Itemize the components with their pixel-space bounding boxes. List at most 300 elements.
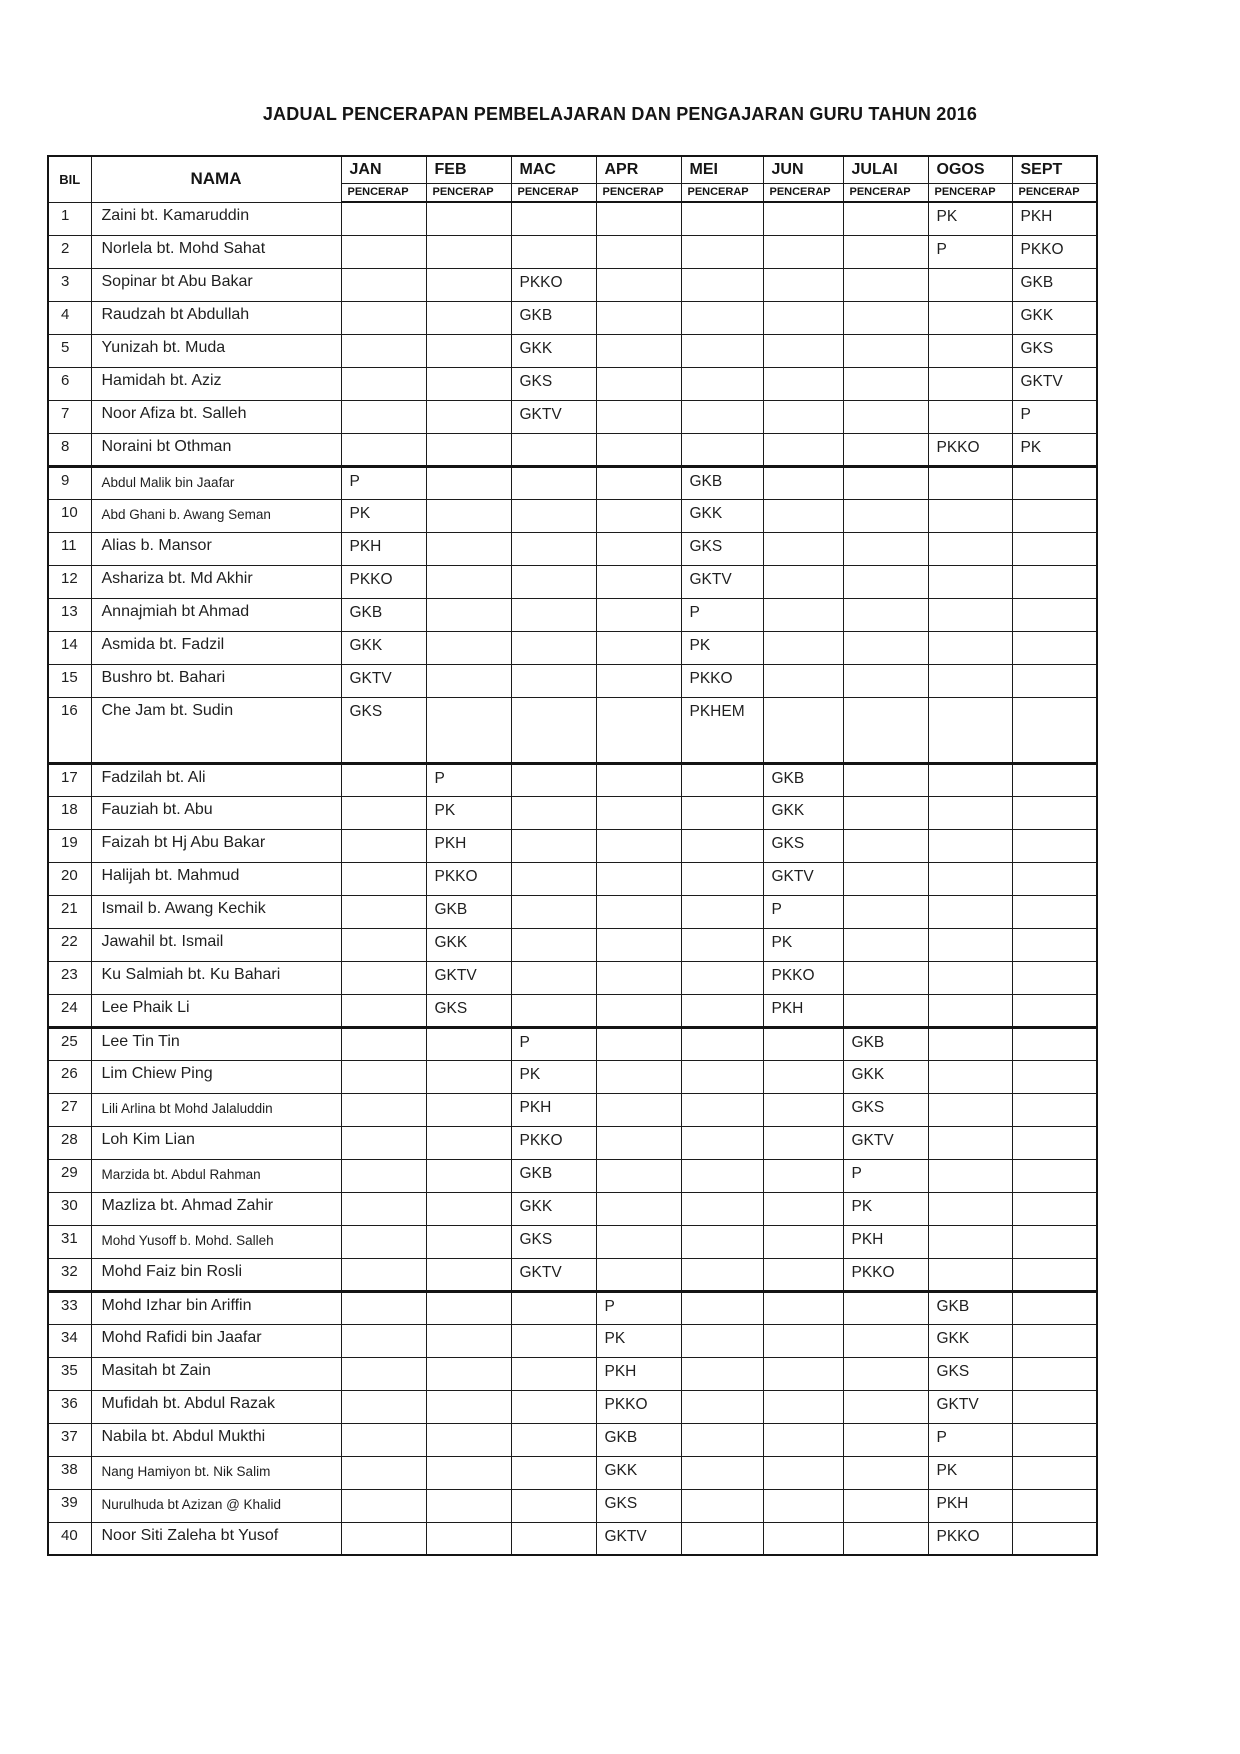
observer-code-cell-feb [426,565,511,598]
teacher-name: Mohd Rafidi bin Jaafar [91,1324,341,1357]
observer-code-cell-ogos [928,1126,1012,1159]
table-row [48,1159,1097,1192]
observer-code-cell-ogos [928,301,1012,334]
observer-code-cell-jan: P [341,466,426,499]
observer-code-cell-jan [341,268,426,301]
column-header-jun: JUN [763,156,843,183]
observer-code-cell-jan [341,1159,426,1192]
observer-code-cell-jun [763,1027,843,1060]
row-number: 4 [48,301,91,334]
observer-code-cell-mei [681,763,763,796]
schedule-table-body [48,202,1097,1555]
table-row [48,862,1097,895]
observer-code-cell-sept [1012,532,1097,565]
row-number: 40 [48,1522,91,1555]
observer-code-cell-mac: GKK [511,1192,596,1225]
observer-code-cell-feb: P [426,763,511,796]
table-row [48,1126,1097,1159]
observer-code-cell-mei [681,1390,763,1423]
observer-code-cell-sept [1012,1225,1097,1258]
observer-code-cell-sept [1012,1489,1097,1522]
observer-code-cell-mac: GKB [511,301,596,334]
observer-code-cell-mac: GKS [511,1225,596,1258]
subheader-pencerap-mei: PENCERAP [681,183,763,202]
observer-code-cell-ogos [928,994,1012,1027]
subheader-pencerap-jan: PENCERAP [341,183,426,202]
observer-code-cell-julai [843,1489,928,1522]
observer-code-cell-mei [681,1423,763,1456]
column-header-mei: MEI [681,156,763,183]
row-number: 5 [48,334,91,367]
observer-code-cell-ogos: GKK [928,1324,1012,1357]
teacher-name: Mohd Izhar bin Ariffin [91,1291,341,1324]
observer-code-cell-mac: GKS [511,367,596,400]
observer-code-cell-julai [843,301,928,334]
row-number: 19 [48,829,91,862]
row-number: 31 [48,1225,91,1258]
observer-code-cell-julai [843,961,928,994]
table-row [48,301,1097,334]
observer-code-cell-mei [681,829,763,862]
observer-code-cell-mac [511,631,596,664]
observer-code-cell-ogos: P [928,1423,1012,1456]
observer-code-cell-apr: GKS [596,1489,681,1522]
observer-code-cell-mei [681,1456,763,1489]
column-header-sept: SEPT [1012,156,1097,183]
row-number: 17 [48,763,91,796]
table-row [48,1027,1097,1060]
page-title: JADUAL PENCERAPAN PEMBELAJARAN DAN PENGAJARAN GURU TAHUN 2016 [262,104,978,124]
observer-code-cell-jun [763,1423,843,1456]
observer-code-cell-feb [426,334,511,367]
observer-code-cell-mei [681,1489,763,1522]
observer-code-cell-mac: PKKO [511,268,596,301]
observer-code-cell-mac: GKTV [511,1258,596,1291]
observer-code-cell-jun: P [763,895,843,928]
teacher-name: Halijah bt. Mahmud [91,862,341,895]
row-number: 33 [48,1291,91,1324]
observer-code-cell-julai [843,763,928,796]
observer-code-cell-apr [596,829,681,862]
observer-code-cell-sept [1012,565,1097,598]
observer-code-cell-ogos [928,1159,1012,1192]
table-row [48,598,1097,631]
observer-code-cell-apr [596,367,681,400]
observer-code-cell-julai [843,334,928,367]
observer-code-cell-mac [511,895,596,928]
observer-code-cell-jan [341,1489,426,1522]
observer-code-cell-mei [681,334,763,367]
observer-code-cell-jun [763,1390,843,1423]
row-number: 24 [48,994,91,1027]
observer-code-cell-feb [426,1192,511,1225]
observer-code-cell-ogos [928,1225,1012,1258]
row-number: 11 [48,532,91,565]
observer-code-cell-ogos [928,1093,1012,1126]
row-number: 39 [48,1489,91,1522]
observer-code-cell-mac [511,1456,596,1489]
observer-code-cell-jan: GKK [341,631,426,664]
observer-code-cell-jun [763,664,843,697]
observer-code-cell-jan [341,367,426,400]
observer-code-cell-apr: GKTV [596,1522,681,1555]
observer-code-cell-julai [843,796,928,829]
row-number: 12 [48,565,91,598]
table-row [48,631,1097,664]
row-number: 29 [48,1159,91,1192]
observer-code-cell-sept [1012,466,1097,499]
teacher-name: Abdul Malik bin Jaafar [91,466,341,499]
observer-code-cell-ogos [928,565,1012,598]
observer-code-cell-apr [596,202,681,235]
observer-code-cell-ogos [928,400,1012,433]
observer-code-cell-jan [341,1456,426,1489]
observer-code-cell-feb [426,1456,511,1489]
teacher-name: Masitah bt Zain [91,1357,341,1390]
row-number: 22 [48,928,91,961]
row-number: 15 [48,664,91,697]
observer-code-cell-sept: GKS [1012,334,1097,367]
observer-code-cell-apr [596,400,681,433]
observer-code-cell-mei [681,202,763,235]
observer-code-cell-julai [843,532,928,565]
observer-code-cell-feb [426,268,511,301]
observer-code-cell-mei [681,1258,763,1291]
observer-code-cell-jan [341,1291,426,1324]
observer-code-cell-mac [511,433,596,466]
observer-code-cell-apr [596,1027,681,1060]
observer-code-cell-feb: PK [426,796,511,829]
teacher-name: Lee Tin Tin [91,1027,341,1060]
observer-code-cell-mei: PK [681,631,763,664]
observer-code-cell-ogos: GKS [928,1357,1012,1390]
observer-code-cell-julai [843,994,928,1027]
observer-code-cell-feb [426,598,511,631]
row-number: 30 [48,1192,91,1225]
table-row [48,829,1097,862]
table-row [48,367,1097,400]
observer-code-cell-sept [1012,1522,1097,1555]
observer-code-cell-jun [763,268,843,301]
teacher-name: Lee Phaik Li [91,994,341,1027]
observer-code-cell-sept: PK [1012,433,1097,466]
row-number: 8 [48,433,91,466]
observer-code-cell-jun [763,1456,843,1489]
observer-code-cell-jan [341,1060,426,1093]
observer-code-cell-julai: PKKO [843,1258,928,1291]
teacher-name: Yunizah bt. Muda [91,334,341,367]
observer-code-cell-jun [763,499,843,532]
subheader-pencerap-feb: PENCERAP [426,183,511,202]
observer-code-cell-mac [511,565,596,598]
observer-code-cell-mei [681,268,763,301]
observer-code-cell-feb [426,1093,511,1126]
observer-code-cell-jan: GKB [341,598,426,631]
teacher-name: Marzida bt. Abdul Rahman [91,1159,341,1192]
observer-code-cell-mei [681,1060,763,1093]
row-number: 9 [48,466,91,499]
observer-code-cell-julai [843,862,928,895]
observer-code-cell-jan [341,961,426,994]
observer-code-cell-jun: PK [763,928,843,961]
teacher-name: Lili Arlina bt Mohd Jalaluddin [91,1093,341,1126]
observer-code-cell-mei [681,862,763,895]
observer-code-cell-feb [426,1258,511,1291]
table-row [48,697,1097,763]
observer-code-cell-feb [426,1522,511,1555]
row-number: 3 [48,268,91,301]
observer-code-cell-jun [763,367,843,400]
observer-code-cell-mei [681,400,763,433]
observer-code-cell-jan [341,928,426,961]
column-header-feb: FEB [426,156,511,183]
observer-code-cell-jan [341,334,426,367]
observer-code-cell-jan [341,202,426,235]
table-row [48,499,1097,532]
row-number: 37 [48,1423,91,1456]
column-header-julai: JULAI [843,156,928,183]
observer-code-cell-apr [596,1093,681,1126]
observer-code-cell-ogos [928,631,1012,664]
teacher-name: Hamidah bt. Aziz [91,367,341,400]
table-row [48,1390,1097,1423]
observer-code-cell-ogos [928,1258,1012,1291]
observer-code-cell-apr [596,1192,681,1225]
observer-code-cell-sept [1012,763,1097,796]
observer-code-cell-jan [341,994,426,1027]
observer-code-cell-jan [341,1258,426,1291]
observer-code-cell-julai [843,664,928,697]
teacher-name: Fauziah bt. Abu [91,796,341,829]
observer-code-cell-julai [843,1324,928,1357]
column-header-nama: NAMA [91,156,341,202]
observer-code-cell-sept: GKTV [1012,367,1097,400]
observer-code-cell-mei [681,961,763,994]
observer-code-cell-jun [763,301,843,334]
observer-code-cell-jan [341,862,426,895]
observer-code-cell-julai [843,499,928,532]
observer-code-cell-julai [843,268,928,301]
observer-code-cell-mac: GKK [511,334,596,367]
observer-code-cell-mac [511,796,596,829]
observer-code-cell-jan [341,796,426,829]
observer-code-cell-feb [426,1423,511,1456]
observer-code-cell-jan: PKKO [341,565,426,598]
observer-code-cell-feb [426,1291,511,1324]
observer-code-cell-julai [843,400,928,433]
observer-code-cell-feb [426,1357,511,1390]
table-row [48,565,1097,598]
observer-code-cell-jun [763,1060,843,1093]
table-row [48,664,1097,697]
table-row [48,895,1097,928]
observer-code-cell-mac [511,763,596,796]
observer-code-cell-apr [596,1225,681,1258]
observer-code-cell-mac [511,235,596,268]
observer-code-cell-julai: P [843,1159,928,1192]
observer-code-cell-ogos: PK [928,1456,1012,1489]
table-row [48,796,1097,829]
row-number: 35 [48,1357,91,1390]
observer-code-cell-feb [426,1390,511,1423]
observer-code-cell-jan [341,1027,426,1060]
observer-code-cell-apr [596,1060,681,1093]
teacher-name: Noor Siti Zaleha bt Yusof [91,1522,341,1555]
observer-code-cell-mac [511,1390,596,1423]
observer-code-cell-jun [763,1357,843,1390]
observer-code-cell-feb [426,1060,511,1093]
observer-code-cell-ogos [928,862,1012,895]
observer-code-cell-mei [681,1159,763,1192]
table-row [48,400,1097,433]
observer-code-cell-ogos: PKKO [928,1522,1012,1555]
observer-code-cell-mac [511,202,596,235]
observer-code-cell-jun [763,400,843,433]
observer-code-cell-jun [763,433,843,466]
observer-code-cell-sept [1012,598,1097,631]
observer-code-cell-sept: GKK [1012,301,1097,334]
observer-code-cell-mac [511,598,596,631]
observer-code-cell-sept [1012,1390,1097,1423]
observer-code-cell-feb [426,466,511,499]
row-number: 28 [48,1126,91,1159]
observer-code-cell-jun [763,235,843,268]
column-header-bil: BIL [48,156,91,202]
observer-code-cell-mei: GKTV [681,565,763,598]
observer-code-cell-jun [763,1291,843,1324]
teacher-name: Sopinar bt Abu Bakar [91,268,341,301]
observer-code-cell-apr [596,1258,681,1291]
observer-code-cell-mei: GKB [681,466,763,499]
observer-code-cell-apr: PKKO [596,1390,681,1423]
observer-code-cell-apr [596,763,681,796]
table-row [48,928,1097,961]
observer-code-cell-apr [596,862,681,895]
observer-code-cell-jan [341,1522,426,1555]
observer-code-cell-sept [1012,994,1097,1027]
observer-code-cell-sept: P [1012,400,1097,433]
observer-code-cell-feb: PKKO [426,862,511,895]
row-number: 20 [48,862,91,895]
observer-code-cell-sept [1012,1192,1097,1225]
teacher-name: Bushro bt. Bahari [91,664,341,697]
observer-code-cell-jan [341,400,426,433]
teacher-name: Noraini bt Othman [91,433,341,466]
observer-code-cell-ogos [928,1027,1012,1060]
observer-code-cell-jun [763,1489,843,1522]
observer-code-cell-apr [596,334,681,367]
observer-code-cell-apr [596,1159,681,1192]
observer-code-cell-mei: GKK [681,499,763,532]
table-row [48,1258,1097,1291]
observer-code-cell-apr: P [596,1291,681,1324]
teacher-name: Nabila bt. Abdul Mukthi [91,1423,341,1456]
row-number: 36 [48,1390,91,1423]
observer-code-cell-ogos: GKTV [928,1390,1012,1423]
row-number: 7 [48,400,91,433]
row-number: 32 [48,1258,91,1291]
teacher-name: Nang Hamiyon bt. Nik Salim [91,1456,341,1489]
observer-code-cell-apr [596,466,681,499]
observer-code-cell-apr: GKK [596,1456,681,1489]
teacher-name: Mohd Yusoff b. Mohd. Salleh [91,1225,341,1258]
table-row [48,1489,1097,1522]
table-row [48,1522,1097,1555]
observer-code-cell-julai [843,433,928,466]
observer-code-cell-sept [1012,631,1097,664]
observer-code-cell-ogos [928,334,1012,367]
observer-code-cell-mac [511,1522,596,1555]
table-row [48,466,1097,499]
table-row [48,268,1097,301]
observer-code-cell-feb [426,202,511,235]
observer-code-cell-apr: PK [596,1324,681,1357]
observer-code-cell-ogos [928,928,1012,961]
observer-code-cell-jun [763,1159,843,1192]
teacher-name: Zaini bt. Kamaruddin [91,202,341,235]
observer-code-cell-jun [763,1126,843,1159]
observer-code-cell-jan [341,1225,426,1258]
observer-code-cell-jun [763,466,843,499]
row-number: 26 [48,1060,91,1093]
observer-code-cell-jan: PK [341,499,426,532]
observer-code-cell-ogos: P [928,235,1012,268]
observer-code-cell-mei [681,895,763,928]
observer-code-cell-jun [763,1093,843,1126]
observer-code-cell-sept [1012,1291,1097,1324]
observer-code-cell-julai [843,697,928,763]
table-row [48,1291,1097,1324]
observer-code-cell-mei: PKHEM [681,697,763,763]
observer-code-cell-apr [596,631,681,664]
observer-code-cell-mei: GKS [681,532,763,565]
observer-code-cell-sept: GKB [1012,268,1097,301]
subheader-pencerap-julai: PENCERAP [843,183,928,202]
row-number: 27 [48,1093,91,1126]
observer-code-cell-julai: GKB [843,1027,928,1060]
observer-code-cell-mei [681,433,763,466]
teacher-name: Jawahil bt. Ismail [91,928,341,961]
observer-code-cell-ogos [928,268,1012,301]
observer-code-cell-mei: PKKO [681,664,763,697]
observer-code-cell-jun [763,532,843,565]
observer-code-cell-sept [1012,697,1097,763]
observer-code-cell-jan: PKH [341,532,426,565]
table-row [48,235,1097,268]
observer-code-cell-jan [341,1093,426,1126]
teacher-name: Lim Chiew Ping [91,1060,341,1093]
observer-code-cell-mac [511,928,596,961]
table-row [48,763,1097,796]
table-row [48,1357,1097,1390]
observer-code-cell-sept [1012,1159,1097,1192]
observer-code-cell-sept [1012,1456,1097,1489]
observer-code-cell-jun [763,631,843,664]
observer-code-cell-jan [341,433,426,466]
observer-code-cell-julai [843,1456,928,1489]
observer-code-cell-julai: GKTV [843,1126,928,1159]
observer-code-cell-jan [341,1126,426,1159]
observer-code-cell-jun [763,1324,843,1357]
observer-code-cell-julai [843,235,928,268]
subheader-pencerap-jun: PENCERAP [763,183,843,202]
observer-code-cell-feb [426,400,511,433]
observer-code-cell-apr [596,532,681,565]
observer-code-cell-sept [1012,1060,1097,1093]
observer-code-cell-feb: GKB [426,895,511,928]
observer-code-cell-mac: PKKO [511,1126,596,1159]
row-number: 16 [48,697,91,763]
